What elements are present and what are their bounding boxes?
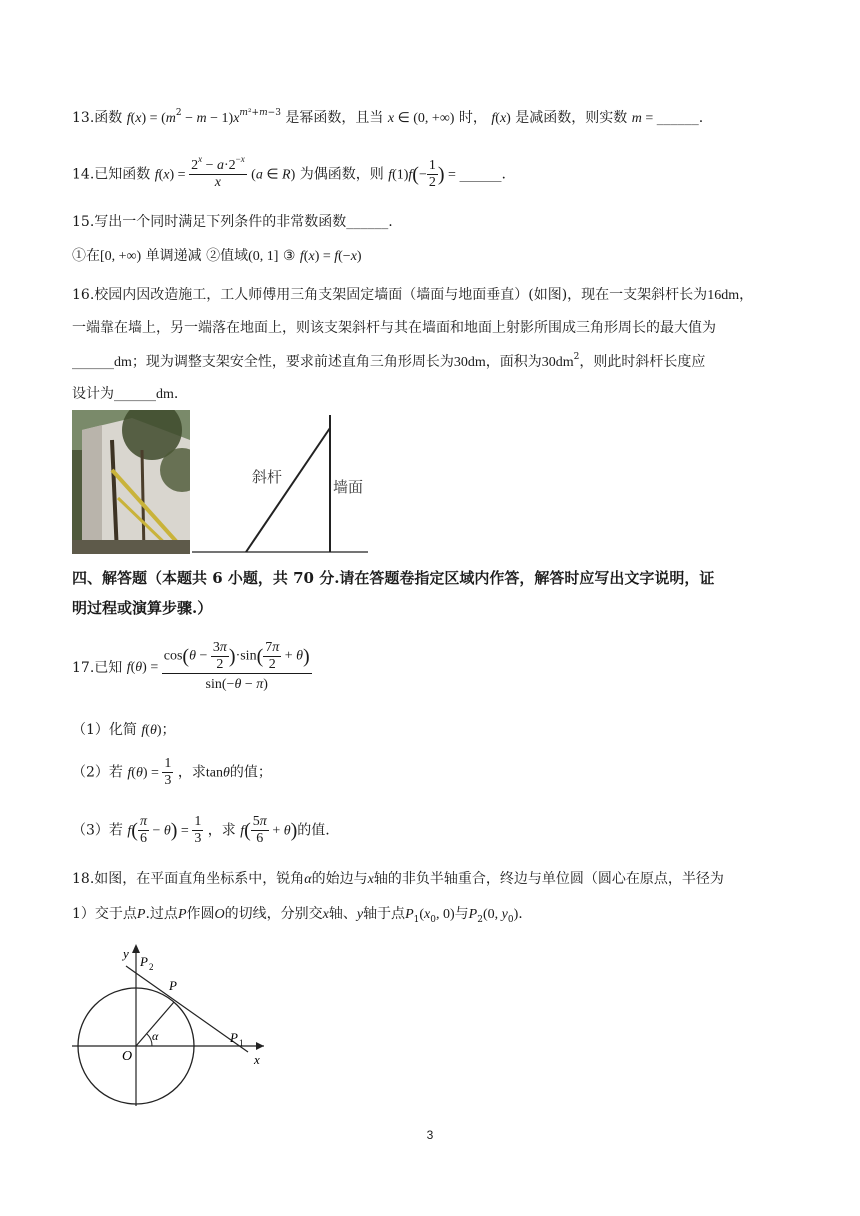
question-17-part-3: （3）若 f( $\frac{\pi}{6}$ − θ) = $\frac{1}{3}$ ，求 f( $\frac{5\pi}{6}$ + θ)的值.	[72, 814, 330, 846]
support-photo	[72, 410, 204, 554]
x-axis-arrow	[256, 1042, 264, 1050]
question-15: 15.写出一个同时满足下列条件的非常数函数______.	[72, 214, 393, 230]
unit-circle-svg	[68, 940, 268, 1110]
y-axis-arrow	[132, 944, 140, 953]
rod-wall-diagram	[190, 410, 370, 554]
section-4-header: 四、解答题（本题共 6 小题，共 70 分.请在答题卷指定区域内作答，解答时应写出文字说明，证	[72, 569, 715, 587]
svg-text:2: 2	[149, 962, 154, 972]
origin-label: O	[122, 1049, 133, 1064]
support-figure-svg	[72, 410, 370, 554]
p-label: P	[169, 978, 177, 993]
question-15-conditions: ①在[0, +∞) 单调递减 ②值域(0, 1] ③ f(x) = f(−x)	[72, 248, 362, 264]
question-16-line3: ______dm；现为调整支架安全性，要求前述直角三角形周长为30dm，面积为$30dm^2$，则此时斜杆长度应	[72, 352, 706, 370]
question-17-part-1: （1）化简 f(θ)；	[72, 722, 176, 738]
support-figure	[72, 410, 370, 554]
rod-label: 斜杆	[252, 468, 283, 486]
y-label: y	[123, 946, 129, 961]
x-label: x	[254, 1052, 260, 1067]
question-16-line1: 16.校园内因改造施工，工人师傅用三角支架固定墙面（墙面与地面垂直）(如图)，现在一支架斜杆长为16dm，	[72, 287, 754, 303]
svg-text:1: 1	[239, 1038, 244, 1048]
question-17-part-2: （2）若 f(θ) = $\frac{1}{3}$ ，求tanθ的值；	[72, 756, 272, 788]
p1-label: P	[230, 1030, 238, 1045]
question-18-line2: 1）交于点P.过点P作圆O的切线，分别交x轴、y轴于点$P_1(x_0$, 0)与$P_2(0$, $y_0$).	[72, 906, 523, 925]
page-number: 3	[426, 1128, 434, 1142]
question-16-line2: 一端靠在墙上，另一端落在地面上，则该支架斜杆与其在墙面和地面上射影所围成三角形周长的最大值为	[72, 320, 716, 336]
question-17: 17.已知 f(θ) = cos(θ − $\frac{3\pi}{2}$ )·sin( $\frac{7\pi}{2}$ + θ) sin(−θ − π)	[72, 640, 310, 692]
question-16-line4: 设计为______dm.	[72, 386, 179, 402]
question-13: 13.函数 $f(x) = (m^2 - m - 1)x^{m^2+m-3}$ 是幂函数，且当 x ∈ (0, +∞) 时， f(x) 是减函数，则实数 m = ______.	[72, 108, 704, 126]
unit-circle-figure	[68, 940, 268, 1110]
question-14: 14.已知函数 f(x) = $\frac{2^x - a\cdot 2^{-x}}{x}$ (a ∈ R) 为偶函数，则 f(1)f(− $\frac{1}{2}$ ) = ______.	[72, 154, 506, 190]
p2-label: P	[140, 954, 148, 969]
section-4-header-cont: 明过程或演算步骤.）	[72, 599, 213, 617]
alpha-label: α	[152, 1029, 159, 1043]
wall-label: 墙面	[333, 478, 364, 496]
question-18-line1: 18.如图，在平面直角坐标系中，锐角α的始边与x轴的非负半轴重合，终边与单位圆（圆心在原点，半径为	[72, 871, 724, 887]
